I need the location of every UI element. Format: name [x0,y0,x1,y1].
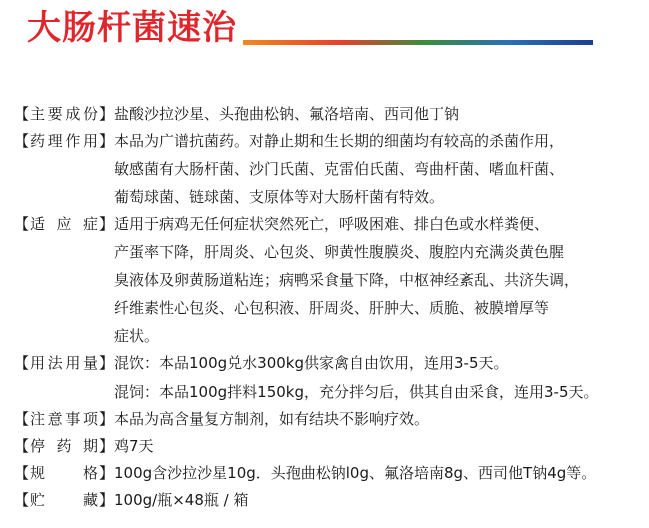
spec-label-text: 停药期 [30,437,98,455]
spec-value [114,462,644,485]
label-bracket-open: 【 [14,491,30,509]
label-bracket-close: 】 [98,354,114,372]
spec-value-line: 本品为广谱抗菌药。对静止期和生长期的细菌均有较高的杀菌作用， [114,132,565,150]
spec-label [14,103,114,126]
label-bracket-close: 】 [98,410,114,428]
spec-value-line: 臭液体及卵黄肠道粘连；病鸭采食量下降，中枢神经紊乱、共济失调， [114,271,580,289]
spec-value [114,103,644,126]
spec-value-line: 盐酸沙拉沙星、头孢曲松钠、氟洛培南、西司他丁钠 [114,105,460,123]
spec-label [14,213,114,236]
spec-row-specification [14,462,644,485]
label-bracket-close: 】 [98,437,114,455]
spec-row-withdrawal-period [14,435,644,458]
spec-value [114,352,644,404]
spec-value-line: 混饲：本品100g拌料150kg，充分拌匀后，供其自由采食，连用3-5天。 [114,383,599,401]
spec-value-line: 100g/瓶×48瓶 / 箱 [114,491,249,509]
spec-label-text: 主要成份 [30,105,98,123]
spec-value [114,130,644,209]
spec-value [114,213,644,348]
spec-row-ingredients [14,103,644,126]
label-bracket-close: 】 [98,105,114,123]
spec-value-line: 敏感菌有大肠杆菌、沙门氏菌、克雷伯氏菌、弯曲杆菌、嗜血杆菌、 [114,160,565,178]
spec-value-line: 产蛋率下降，肝周炎、心包炎、卵黄性腹膜炎、腹腔内充满炎黄色腥 [114,243,565,261]
spec-row-pharmacology [14,130,644,209]
product-spec-list [14,103,644,516]
spec-row-precautions [14,408,644,431]
spec-value-line: 100g含沙拉沙星10g．头孢曲松钠l0g、氟洛培南8g、西司他T钠4g等。 [114,464,597,482]
spec-value-line: 适用于病鸡无任何症状突然死亡，呼吸困难、排白色或水样粪便、 [114,215,550,233]
spec-value [114,408,644,431]
spec-row-indications [14,213,644,348]
spec-label [14,462,114,485]
spec-value-line: 混饮：本品100g兑水300kg供家禽自由饮用，连用3-5天。 [114,354,509,372]
spec-row-storage [14,489,644,512]
label-bracket-close: 】 [98,491,114,509]
label-bracket-close: 】 [98,132,114,150]
spec-label [14,352,114,375]
spec-value-line: 鸡7天 [114,437,154,455]
product-title: 大肠杆菌速治 [27,8,237,48]
spec-label-text: 药理作用 [30,132,98,150]
spec-label [14,489,114,512]
label-bracket-open: 【 [14,132,30,150]
spec-label-text: 注意事项 [30,410,98,428]
label-bracket-open: 【 [14,105,30,123]
label-bracket-open: 【 [14,354,30,372]
spec-value [114,435,644,458]
spec-row-dosage [14,352,644,404]
spec-label-text: 贮藏 [30,491,98,509]
spec-label-text: 规格 [30,464,98,482]
label-bracket-open: 【 [14,437,30,455]
title-rainbow-underline [243,40,593,45]
spec-label [14,435,114,458]
spec-value [114,489,644,512]
label-bracket-close: 】 [98,464,114,482]
spec-label [14,408,114,431]
spec-value-line: 本品为高含量复方制剂，如有结块不影响疗效。 [114,410,430,428]
spec-value-line: 葡萄球菌、链球菌、支原体等对大肠杆菌有特效。 [114,188,445,206]
spec-label [14,130,114,153]
spec-value-line: 症状。 [114,327,160,345]
label-bracket-open: 【 [14,410,30,428]
label-bracket-open: 【 [14,464,30,482]
spec-label-text: 适应症 [30,215,98,233]
label-bracket-close: 】 [98,215,114,233]
spec-value-line: 纤维素性心包炎、心包积液、肝周炎、肝肿大、质脆、被膜增厚等 [114,299,550,317]
spec-label-text: 用法用量 [30,354,98,372]
label-bracket-open: 【 [14,215,30,233]
